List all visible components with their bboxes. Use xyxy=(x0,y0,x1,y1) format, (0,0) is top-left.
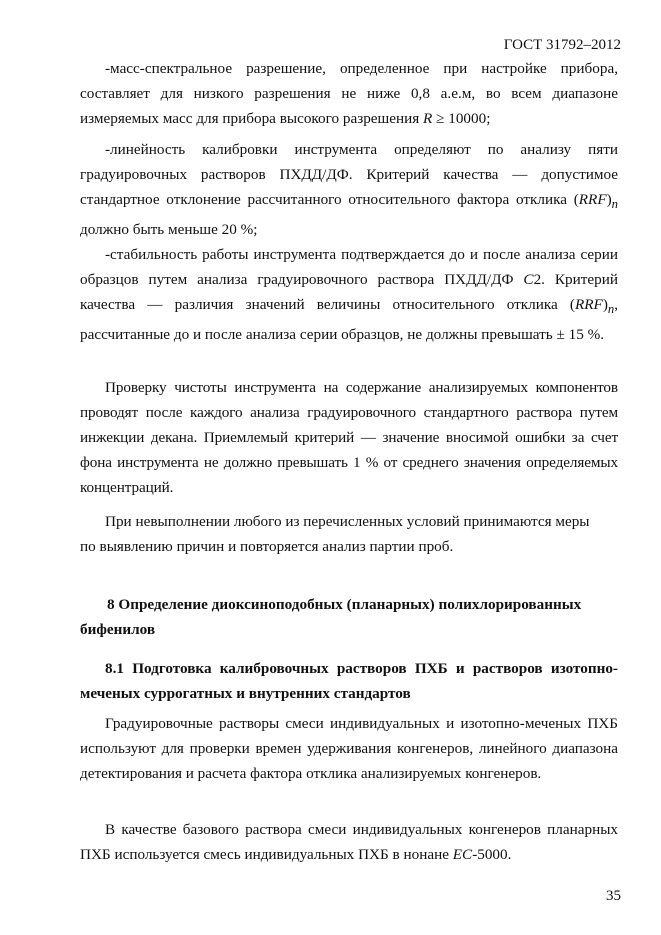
paragraph-failure-line1: При невыполнении любого из перечисленных условий принимаются меры xyxy=(105,513,590,530)
paragraph-calibration-solutions: Градуировочные растворы смеси индивидуальных и изотопно-меченых ПХБ используют для проверки времен удерживания конгенеров, линейного диапазона детектирования и расчета фактора отклика анализируемых конгенеров. xyxy=(80,715,618,782)
section-heading-8-line1: 8 Определение диоксиноподобных (планарных) полихлорированных xyxy=(107,596,582,613)
paragraph-failure-line2: по выявлению причин и повторяется анализ партии проб. xyxy=(80,538,454,555)
page-number: 35 xyxy=(606,888,621,904)
document-header: ГОСТ 31792–2012 xyxy=(503,37,621,53)
page-body xyxy=(80,0,618,935)
section-heading-8-line2: бифенилов xyxy=(80,621,156,638)
list-item-linearity: -линейность калибровки инструмента определяют по анализу пяти градуировочных растворов ПХДД/ДФ. Критерий качества — допустимое стандартное отклонение рассчитанного относительного фактора отклика $(RRF)_n$ должно быть меньше 20 %; xyxy=(80,141,618,239)
paragraph-purity-check: Проверку чистоты инструмента на содержание анализируемых компонентов проводят после каждого анализа градуировочного стандартного раствора путем инжекции декана. Приемлемый критерий — значение вносимой ошибки за счет фона инструмента не должно превышать 1 % от среднего значения определяемых концентраций. xyxy=(80,379,618,496)
list-item-stability: -стабильность работы инструмента подтверждается до и после анализа серии образцов путем анализа градуировочного раствора ПХДД/ДФ С2. Критерий качества — различия значений величины относительного отклика $(RRF)_n$, рассчитанные до и после анализа серии образцов, не должны превышать ± 15 %. xyxy=(80,246,618,344)
list-item-mass-resolution: -масс-спектральное разрешение, определенное при настройке прибора, составляет для низкого разрешения не ниже 0,8 а.е.м, во всем диапазоне измеряемых масс для прибора высокого разрешения R ≥ 10000; xyxy=(80,60,618,127)
paragraph-base-solution: В качестве базового раствора смеси индивидуальных конгенеров планарных ПХБ используется смесь индивидуальных ПХБ в нонане ЕС-5000. xyxy=(80,821,618,863)
subsection-heading-8-1: 8.1 Подготовка калибровочных растворов ПХБ и растворов изотопно-меченых суррогатных и внутренних стандартов xyxy=(80,660,618,702)
